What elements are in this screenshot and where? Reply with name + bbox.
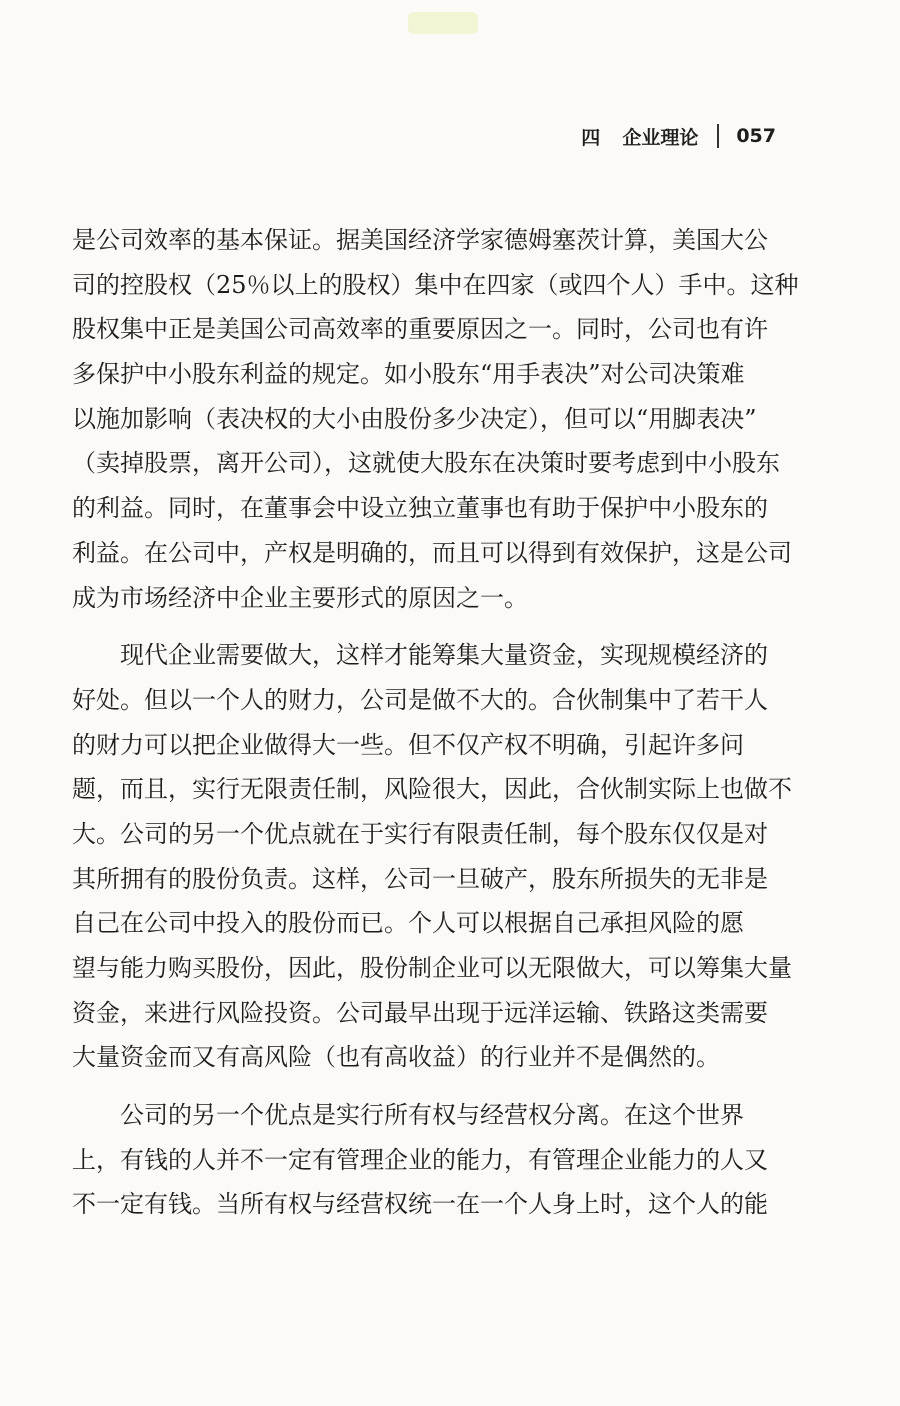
text-line: 不一定有钱。当所有权与经营权统一在一个人身上时，这个人的能 xyxy=(72,1190,768,1219)
text-line: 是公司效率的基本保证。据美国经济学家德姆塞茨计算，美国大公 xyxy=(72,226,768,254)
text-line: 现代企业需要做大，这样才能筹集大量资金，实现规模经济的 xyxy=(120,641,768,670)
text-line: 其所拥有的股份负责。这样，公司一旦破产，股东所损失的无非是 xyxy=(72,864,768,893)
paragraph xyxy=(72,218,799,620)
text-line: 大量资金而又有高风险（也有高收益）的行业并不是偶然的。 xyxy=(72,1043,720,1072)
paragraph xyxy=(72,1093,792,1227)
text-line: 的财力可以把企业做得大一些。但不仅产权不明确，引起许多问 xyxy=(72,730,744,759)
text-line: 多保护中小股东利益的规定。如小股东“用手表决”对公司决策难 xyxy=(72,360,745,389)
text-line: 以施加影响（表决权的大小由股份多少决定），但可以“用脚表决” xyxy=(72,404,757,433)
text-line: 自己在公司中投入的股份而已。个人可以根据自己承担风险的愿 xyxy=(72,909,744,938)
text-line: 大。公司的另一个优点就在于实行有限责任制，每个股东仅仅是对 xyxy=(72,819,768,848)
text-line: 公司的另一个优点是实行所有权与经营权分离。在这个世界 xyxy=(120,1101,744,1130)
text-line: 好处。但以一个人的财力，公司是做不大的。合伙制集中了若干人 xyxy=(72,685,768,714)
text-line: 上，有钱的人并不一定有管理企业的能力，有管理企业能力的人又 xyxy=(72,1145,768,1174)
text-line: 成为市场经济中企业主要形式的原因之一。 xyxy=(72,583,528,612)
page-number: 057 xyxy=(736,125,776,147)
text-line: 的利益。同时，在董事会中设立独立董事也有助于保护中小股东的 xyxy=(72,494,768,523)
paragraph xyxy=(72,633,792,1080)
chapter-number: 四 xyxy=(581,126,601,149)
chapter-title: 企业理论 xyxy=(622,126,699,149)
text-line: 资金，来进行风险投资。公司最早出现于远洋运输、铁路这类需要 xyxy=(72,998,768,1027)
scan-color-mark xyxy=(408,12,478,34)
running-header xyxy=(581,121,776,151)
text-line: （卖掉股票，离开公司），这就使大股东在决策时要考虑到中小股东 xyxy=(72,449,780,478)
text-line: 股权集中正是美国公司高效率的重要原因之一。同时，公司也有许 xyxy=(72,315,768,344)
text-line: 望与能力购买股份，因此，股份制企业可以无限做大，可以筹集大量 xyxy=(72,954,792,982)
text-line: 题，而且，实行无限责任制，风险很大，因此，合伙制实际上也做不 xyxy=(72,775,792,804)
text-line: 司的控股权（25％以上的股权）集中在四家（或四个人）手中。这种 xyxy=(72,270,799,299)
page-body xyxy=(72,218,799,1227)
text-line: 利益。在公司中，产权是明确的，而且可以得到有效保护，这是公司 xyxy=(72,538,792,567)
header-divider xyxy=(717,124,719,148)
